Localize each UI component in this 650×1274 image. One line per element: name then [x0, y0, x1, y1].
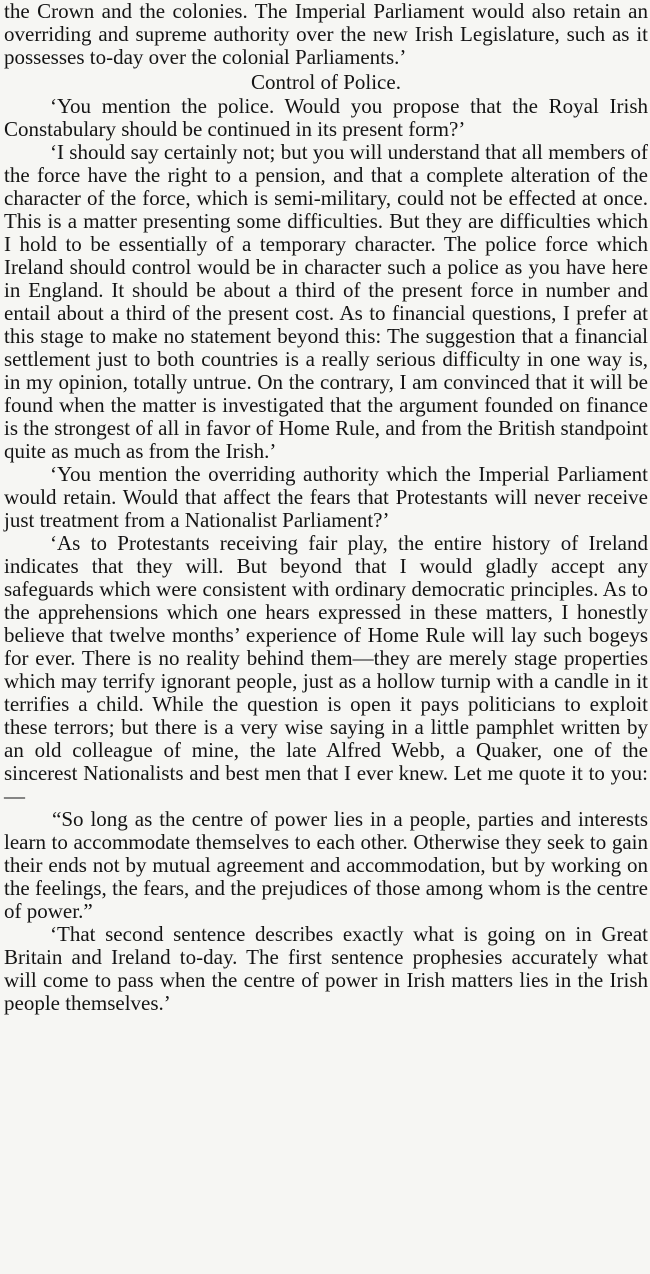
continued-paragraph: the Crown and the colonies. The Imperial Parliament would also retain an overriding and supreme authority over the new Irish Legislature, such as it possesses to-day over the colonial Parliaments.’: [4, 0, 648, 69]
paragraph-quotation: “So long as the centre of power lies in a people, parties and interests learn to accommodate themselves to each other. Otherwise they seek to gain their ends not by mutual agreement and accommodation, but by working on the feelings, the fears, and the prejudices of those among whom is the centre of power.”: [4, 807, 648, 923]
paragraph-closing: ‘That second sentence describes exactly what is going on in Great Britain and Ireland to-day. The first sentence prophesies accurately what will come to pass when the centre of power in Irish matters lies in the Irish people themselves.’: [4, 922, 648, 1015]
section-heading: Control of Police.: [251, 70, 401, 94]
paragraph-question-police: ‘You mention the police. Would you propose that the Royal Irish Constabulary should be continued in its present form?’: [4, 94, 648, 141]
paragraph-question-authority: ‘You mention the overriding authority which the Imperial Parliament would retain. Would that affect the fears that Protestants will never receive just treatment from a Nationalist Parliament?’: [4, 462, 648, 532]
newspaper-column: [4, 0, 648, 1015]
paragraph-answer-protestants: ‘As to Protestants receiving fair play, the entire history of Ireland indicates that they will. But beyond that I would gladly accept any safeguards which were consistent with ordinary democratic principles. As to the apprehensions which one hears expressed in these matters, I honestly believe that twelve months’ experience of Home Rule will lay such bogeys for ever. There is no reality behind them—they are merely stage properties which may terrify ignorant people, just as a hollow turnip with a candle in it terrifies a child. While the question is open it pays politicians to exploit these terrors; but there is a very wise saying in a little pamphlet written by an old colleague of mine, the late Alfred Webb, a Quaker, one of the sincerest Nationalists and best men that I ever knew. Let me quote it to you:—: [4, 531, 648, 808]
paragraph-answer-police: ‘I should say certainly not; but you will understand that all members of the force have the right to a pension, and that a complete alteration of the character of the force, which is semi-military, could not be effected at once. This is a matter presenting some difficulties. But they are difficulties which I hold to be essentially of a temporary character. The police force which Ireland should control would be in character such a police as you have here in England. It should be about a third of the present force in number and entail about a third of the present cost. As to financial questions, I prefer at this stage to make no statement beyond this: The suggestion that a financial settlement just to both countries is a really serious difficulty in one way is, in my opinion, totally untrue. On the contrary, I am convinced that it will be found when the matter is investigated that the argument founded on finance is the strongest of all in favor of Home Rule, and from the British standpoint quite as much as from the Irish.’: [4, 140, 648, 463]
